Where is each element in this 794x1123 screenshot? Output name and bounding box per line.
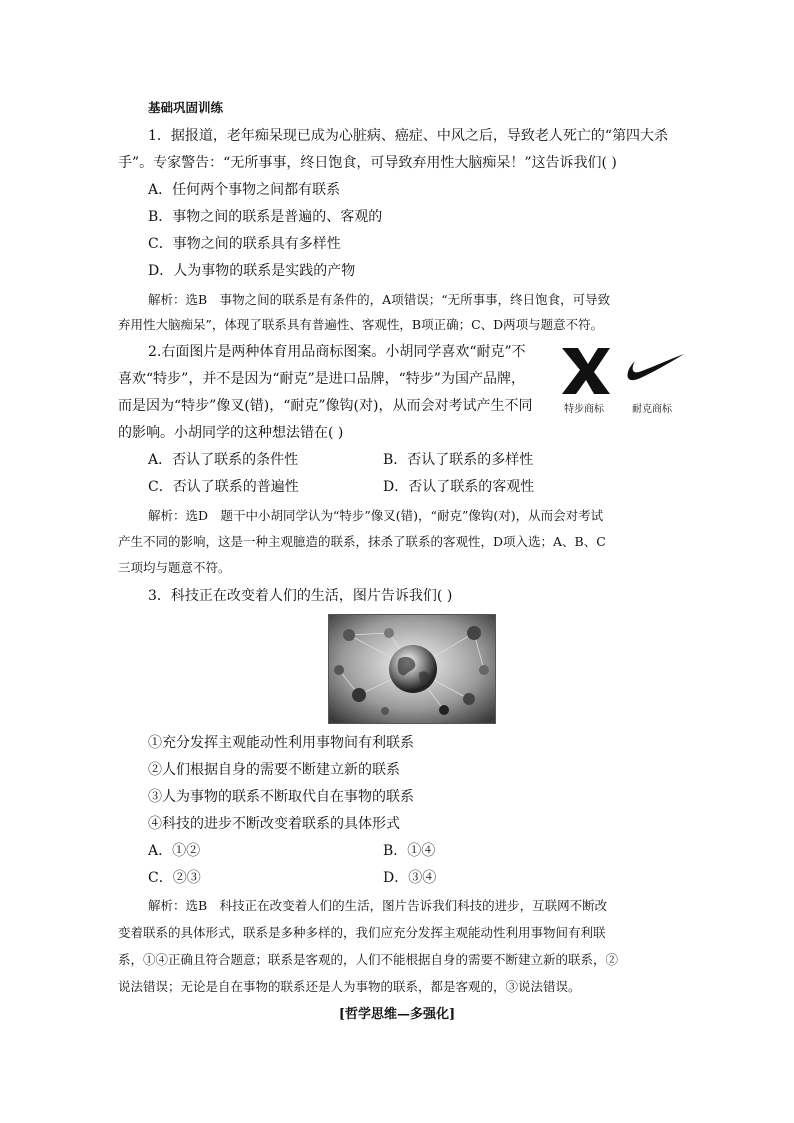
q2-stem-line2: 喜欢“特步”，并不是因为“耐克”是进口品牌，“特步”为国产品牌，: [118, 371, 525, 387]
q3-statement-4: ④科技的进步不断改变着联系的具体形式: [148, 816, 400, 832]
q1-analysis-line1: 解析：选B 事物之间的联系是有条件的，A项错误；“无所事事，终日饱食，可导致: [148, 292, 611, 307]
q1-stem-line1: 1．据报道，老年痴呆现已成为心脏病、癌症、中风之后，导致老人死亡的“第四大杀: [148, 128, 669, 144]
q1-analysis-line2: 弃用性大脑痴呆”，体现了联系具有普遍性、客观性，B项正确；C、D两项与题意不符。: [118, 317, 604, 332]
q1-stem-line2: 手”。专家警告：“无所事事，终日饱食，可导致弃用性大脑痴呆！”这告诉我们( ): [118, 155, 617, 171]
q2-option-d: D．否认了联系的客观性: [383, 479, 535, 495]
nike-logo-label: 耐克商标: [632, 404, 672, 415]
q3-statement-3: ③人为事物的联系不断取代自在事物的联系: [148, 789, 414, 805]
q2-analysis-line2: 产生不同的影响，这是一种主观臆造的联系，抹杀了联系的客观性，D项入选；A、B、C: [118, 534, 606, 549]
footer-section-heading: [哲学思维—多强化]: [338, 1007, 456, 1022]
q1-option-a: A．任何两个事物之间都有联系: [148, 182, 341, 198]
q3-statement-1: ①充分发挥主观能动性利用事物间有利联系: [148, 735, 414, 751]
q2-option-c: C．否认了联系的普遍性: [148, 479, 299, 495]
q2-analysis-line3: 三项均与题意不符。: [118, 560, 231, 575]
q1-option-d: D．人为事物的联系是实践的产物: [148, 263, 356, 279]
q2-analysis-line1: 解析：选D 题干中小胡同学认为“特步”像叉(错)，“耐克”像钩(对)，从而会对考试: [148, 508, 604, 523]
section-heading: 基础巩固训练: [148, 100, 224, 115]
q3-option-d: D．③④: [383, 870, 437, 886]
q3-analysis-line4: 说法错误；无论是自在事物的联系还是人为事物的联系，都是客观的，③说法错误。: [118, 979, 581, 994]
technology-globe-image: [328, 614, 496, 724]
q2-stem-line1: 2.右面图片是两种体育用品商标图案。小胡同学喜欢“耐克”不: [148, 344, 526, 360]
q2-option-a: A．否认了联系的条件性: [148, 452, 299, 468]
q3-statement-2: ②人们根据自身的需要不断建立新的联系: [148, 762, 400, 778]
q3-stem: 3．科技正在改变着人们的生活，图片告诉我们( ): [148, 588, 453, 604]
q3-analysis-line2: 变着联系的具体形式，联系是多种多样的，我们应充分发挥主观能动性利用事物间有利联: [118, 925, 606, 940]
q2-stem-line4: 的影响。小胡同学的这种想法错在( ): [118, 425, 344, 441]
nike-swoosh-icon: [624, 350, 686, 390]
q3-option-a: A．①②: [148, 843, 201, 859]
q3-option-c: C．②③: [148, 870, 201, 886]
q2-stem-line3: 而是因为“特步”像叉(错)，“耐克”像钩(对)，从而会对考试产生不同: [118, 398, 533, 414]
xtep-logo-label: 特步商标: [564, 404, 604, 415]
xtep-logo-icon: [560, 346, 612, 396]
q3-analysis-line3: 系，①④正确且符合题意；联系是客观的，人们不能根据自身的需要不断建立新的联系，②: [118, 952, 619, 967]
q2-option-b: B．否认了联系的多样性: [383, 452, 534, 468]
q3-option-b: B．①④: [383, 843, 436, 859]
q1-option-b: B．事物之间的联系是普遍的、客观的: [148, 209, 383, 225]
q3-analysis-line1: 解析：选B 科技正在改变着人们的生活，图片告诉我们科技的进步，互联网不断改: [148, 898, 608, 913]
q1-option-c: C．事物之间的联系具有多样性: [148, 236, 341, 252]
